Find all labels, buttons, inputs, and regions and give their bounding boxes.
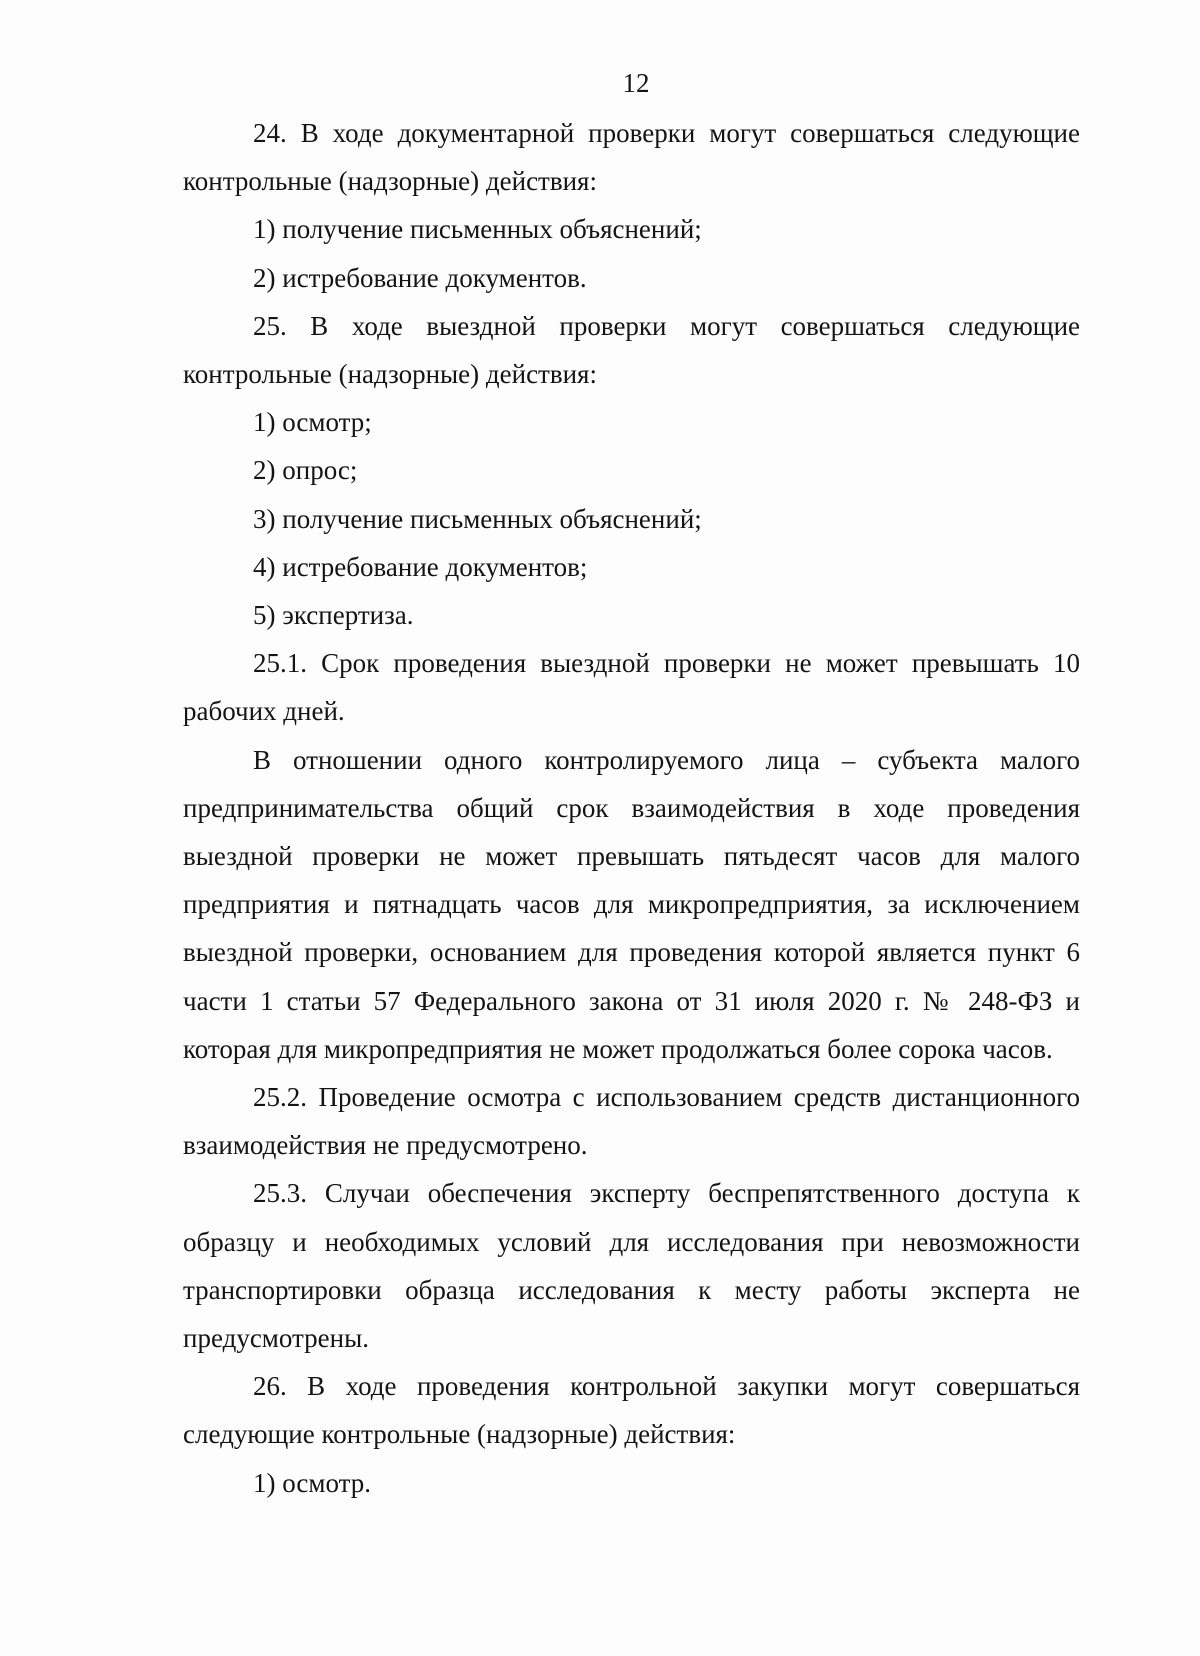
list-item-26-1: 1) осмотр.	[253, 1467, 372, 1498]
paragraph-25-1: 25.1. Срок проведения выездной проверки не может превышать 10 рабочих дней.	[183, 648, 1080, 727]
paragraph-small-business-term: В отношении одного контролируемого лица – субъекта малого предпринимательства общий срок взаимодействия в ходе проведения выездной проверки не может превышать пятьдесят часов для малого предприятия и пятнадцать часов для микропредприятия, за исключением выездной проверки, основанием для проведения которой является пункт 6 части 1 статьи 57 Федерального закона от 31 июля 2020 г. № 248-ФЗ и которая для микропредприятия не может продолжаться более сорока часов.	[183, 744, 1080, 1064]
list-item-25-4: 4) истребование документов;	[253, 551, 588, 582]
list-item-24-2: 2) истребование документов.	[253, 262, 587, 293]
list-item-25-3: 3) получение письменных объяснений;	[253, 503, 702, 534]
list-item-25-2: 2) опрос;	[253, 455, 358, 486]
paragraph-25-2: 25.2. Проведение осмотра с использованием средств дистанционного взаимодействия не предусмотрено.	[183, 1082, 1080, 1161]
paragraph-25-3: 25.3. Случаи обеспечения эксперту беспрепятственного доступа к образцу и необходимых условий для исследования при невозможности транспортировки образца исследования к месту работы эксперта не предусмотрены.	[183, 1178, 1080, 1354]
page-number: 12	[622, 68, 650, 98]
list-item-25-5: 5) экспертиза.	[253, 600, 414, 631]
paragraph-26: 26. В ходе проведения контрольной закупки могут совершаться следующие контрольные (надзорные) действия:	[183, 1371, 1080, 1450]
list-item-24-1: 1) получение письменных объяснений;	[253, 214, 702, 245]
list-item-25-1: 1) осмотр;	[253, 407, 372, 438]
paragraph-24: 24. В ходе документарной проверки могут совершаться следующие контрольные (надзорные) действия:	[183, 118, 1080, 197]
paragraph-25: 25. В ходе выездной проверки могут совершаться следующие контрольные (надзорные) действия:	[183, 310, 1080, 390]
document-body	[183, 109, 1080, 1507]
